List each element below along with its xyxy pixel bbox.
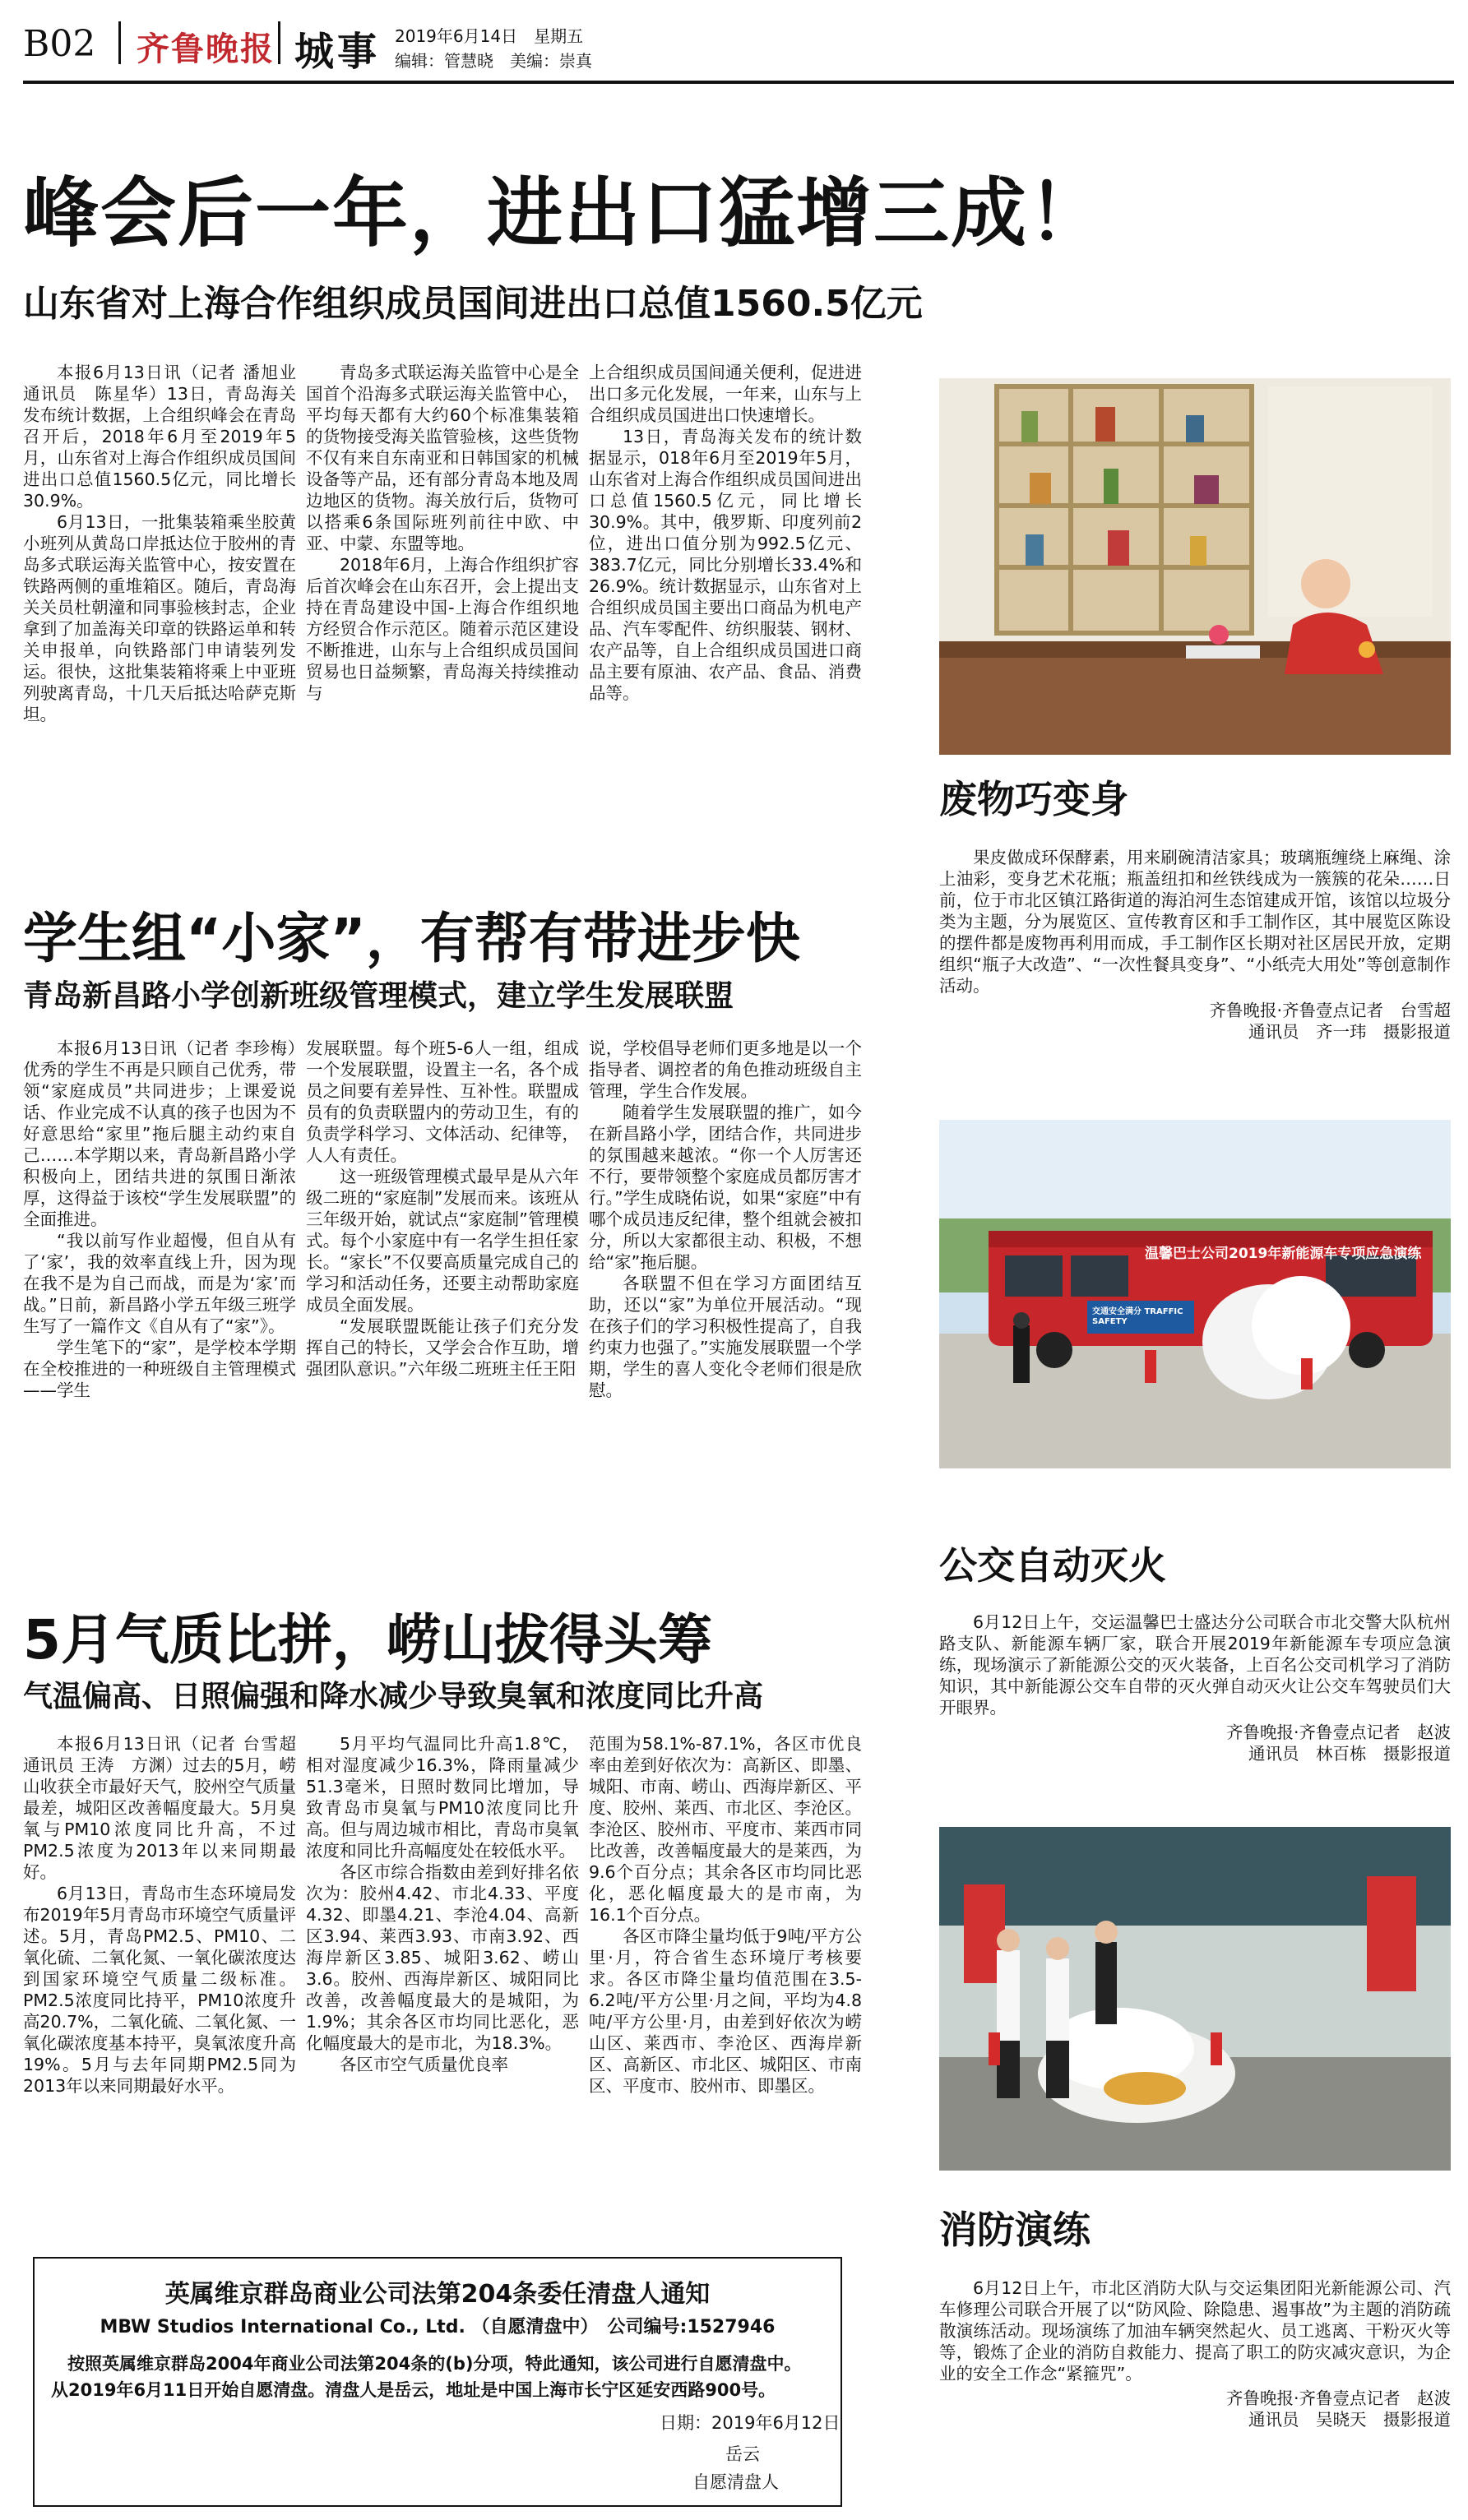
issue-date: 2019年6月14日 星期五 <box>395 26 584 46</box>
paragraph: 本报6月13日讯（记者 潘旭业 通讯员 陈星华）13日，青岛海关发布统计数据，上合组织峰会在青岛召开后，2018年6月至2019年5月，山东省对上海合作组织成员国间进出口总值1560.5亿元，同比增长30.9%。 <box>23 363 313 511</box>
story2-col3 <box>589 1038 862 1401</box>
story3-col2 <box>306 1733 579 2075</box>
newspaper-logo: 齐鲁晚报 <box>137 30 275 68</box>
paragraph: 范围为58.1%-87.1%，各区市优良率由差到好依次为：高新区、即墨、城阳、市南、崂山、西海岸新区、平度、胶州、莱西、市北区、李沧区。李沧区、胶州市、平度市、莱西市同比改善，改善幅度最大的是莱西，为9.6个百分点；其余各区市均同比恶化，恶化幅度最大的是市南，为16.1个百分点。 <box>589 1734 862 1925</box>
paragraph: 5月平均气温同比升高1.8℃，相对湿度减少16.3%，降雨量减少51.3毫米，日照时数同比增加，导致青岛市臭氧与PM10浓度同比升高。但与周边城市相比，青岛市臭氧浓度和同比升高幅度处在较低水平。 <box>306 1734 579 1861</box>
story2-col1 <box>23 1038 296 1401</box>
story1-subhead: 山东省对上海合作组织成员国间进出口总值1560.5亿元 <box>23 283 923 325</box>
photo2-title: 公交自动灭火 <box>939 1543 1166 1588</box>
photo2-caption <box>939 1611 1451 1764</box>
notice-body-line: 从2019年6月11日开始自愿清盘。清盘人是岳云，地址是中国上海市长宁区延安西路900号。 <box>51 2380 776 2400</box>
photo3-title: 消防演练 <box>939 2208 1091 2252</box>
bus-fire-drill-illustration <box>939 1120 1451 1468</box>
caption-credit: 齐鲁晚报·齐鲁壹点记者 赵波 <box>1225 2388 1451 2408</box>
paragraph: 本报6月13日讯（记者 台雪超 通讯员 王涛 方渊）过去的5月，崂山收获全市最好天气，胶州空气质量最差，城阳区改善幅度最大。5月臭氧与PM10浓度同比升高，不过PM2.5浓度为2013年以来同期最好。 <box>23 1734 313 1882</box>
bus-fire-drill-photo <box>939 1120 1451 1468</box>
header-divider <box>118 21 121 64</box>
paragraph: 各区市降尘量均低于9吨/平方公里·月，符合省生态环境厅考核要求。各区市降尘量均值范围在3.5-6.2吨/平方公里·月之间，平均为4.8吨/平方公里·月，由差到好依次为崂山区、莱西市、李沧区、西海岸新区、高新区、市北区、城阳区、市南区、平度市、胶州市、即墨区。 <box>589 1926 862 2096</box>
paragraph: 各区市综合指数由差到好排名依次为：胶州4.42、市北4.33、平度4.32、即墨4.21、李沧4.04、高新区3.94、莱西3.93、市南3.92、西海岸新区3.85、城阳3.62、崂山3.6。胶州、西海岸新区、城阳同比改善，改善幅度最大的是城阳，为1.9%；其余各区市均同比恶化，恶化幅度最大的是市北，为18.3%。 <box>306 1862 579 2053</box>
paragraph: 说，学校倡导老师们更多地是以一个指导者、调控者的角色推动班级自主管理，学生合作发展。 <box>589 1038 862 1101</box>
notice-date: 日期：2019年6月12日 <box>660 2413 841 2433</box>
caption-credit: 齐鲁晚报·齐鲁壹点记者 台雪超 <box>1209 1001 1451 1020</box>
paragraph: 青岛多式联运海关监管中心是全国首个沿海多式联运海关监管中心，平均每天都有大约60个标准集装箱的货物接受海关监管验核，这些货物不仅有来自东南亚和日韩国家的机械设备等产品，还有部分青岛本地及周边地区的货物。海关放行后，货物可以搭乘6条国际班列前往中欧、中亚、中蒙、东盟等地。 <box>306 363 579 553</box>
page-header <box>23 8 1454 74</box>
photo1-title: 废物巧变身 <box>939 777 1128 821</box>
notice-company: MBW Studios International Co., Ltd. （自愿清盘中） 公司编号:1527946 <box>100 2317 776 2337</box>
header-divider <box>278 21 280 64</box>
story3-col1 <box>23 1733 313 2097</box>
notice-title: 英属维京群岛商业公司法第204条委任清盘人通知 <box>164 2280 711 2309</box>
bus-side-text: 交通安全满分 TRAFFIC SAFETY <box>1092 1307 1183 1326</box>
caption-credit: 通讯员 吴晓天 摄影报道 <box>1248 2410 1451 2430</box>
paragraph: 6月13日，青岛市生态环境局发布2019年5月青岛市环境空气质量评述。5月，青岛PM2.5、PM10、二氧化硫、二氧化氮、一氧化碳浓度达到国家环境空气质量二级标准。PM2.5浓度同比持平，PM10浓度升高20.7%，二氧化硫、二氧化氮、一氧化碳浓度基本持平，臭氧浓度升高19%。5月与去年同期PM2.5同为2013年以来同期最好水平。 <box>23 1884 296 2096</box>
fire-drill-photo <box>939 1827 1451 2171</box>
header-rule <box>23 81 1454 84</box>
page-number: B02 <box>23 23 96 65</box>
caption-credit: 通讯员 林百栋 摄影报道 <box>1248 1744 1451 1764</box>
caption-text: 6月12日上午，市北区消防大队与交运集团阳光新能源公司、汽车修理公司联合开展了以“防风险、除隐患、遏事故”为主题的消防疏散演练活动。现场演练了加油车辆突然起火、员工逃离、干粉灭火等等，锻炼了企业的消防自救能力、提高了职工的防灾减灾意识，为企业的安全工作念“紧箍咒”。 <box>939 2278 1451 2384</box>
caption-text: 果皮做成环保酵素，用来刷碗清洁家具；玻璃瓶缠绕上麻绳、涂上油彩，变身艺术花瓶；瓶盖纽扣和丝铁线成为一簇簇的花朵……日前，位于市北区镇江路街道的海泊河生态馆建成开馆，该馆以垃圾分类为主题，分为展览区、宣传教育区和手工制作区，其中展览区陈设的摆件都是废物再利用而成，手工制作区长期对社区居民开放，定期组织“瓶子大改造”、“一次性餐具变身”、“小纸壳大用处”等创意制作活动。 <box>939 848 1451 996</box>
paragraph: 发展联盟。每个班5-6人一组，组成一个发展联盟，设置主一名，各个成员之间要有差异性、互补性。联盟成员有的负责联盟内的劳动卫生，有的负责学科学习、文体活动、纪律等，人人有责任。 <box>306 1038 579 1165</box>
story1-col3 <box>589 362 862 704</box>
notice-role: 自愿清盘人 <box>692 2472 779 2492</box>
fire-drill-illustration <box>939 1827 1451 2171</box>
story3-col3 <box>589 1733 862 2097</box>
story2-col2 <box>306 1038 579 1380</box>
story1-headline: 峰会后一年，进出口猛增三成！ <box>23 169 1106 257</box>
waste-art-photo <box>939 378 1451 755</box>
story1-col2 <box>306 362 579 704</box>
waste-art-photo-illustration <box>939 378 1451 755</box>
bus-banner-text: 温馨巴士公司2019年新能源车专项应急演练 <box>1145 1246 1422 1262</box>
notice-signatory: 岳云 <box>725 2444 760 2464</box>
caption-credit: 通讯员 齐一玮 摄影报道 <box>1248 1022 1451 1042</box>
photo1-caption <box>939 847 1451 1043</box>
story2-headline: 学生组“小家”，有帮有带进步快 <box>23 907 800 970</box>
caption-credit: 齐鲁晚报·齐鲁壹点记者 赵波 <box>1225 1722 1451 1742</box>
story3-headline: 5月气质比拼，崂山拔得头筹 <box>23 1608 712 1672</box>
paragraph: 各区市空气质量优良率 <box>340 2055 508 2074</box>
paragraph: 本报6月13日讯（记者 李珍梅）优秀的学生不再是只顾自己优秀，带领“家庭成员”共同进步；上课爱说话、作业完成不认真的孩子也因为不好意思给“家里”拖后腿主动约束自己……本学期以来，青岛新昌路小学积极向上，团结共进的氛围日渐浓厚，这得益于该校“学生发展联盟”的全面推进。 <box>23 1038 296 1229</box>
section-name: 城事 <box>294 29 381 75</box>
paragraph: 6月13日，一批集装箱乘坐胶黄小班列从黄岛口岸抵达位于胶州的青岛多式联运海关监管中心，按安置在铁路两侧的重堆箱区。随后，青岛海关关员杜朝潼和同事验核封志，企业拿到了加盖海关印章的铁路运单和转关申报单，向铁路部门申请装列发运。很快，这批集装箱将乘上中亚班列驶离青岛，十几天后抵达哈萨克斯坦。 <box>23 512 296 724</box>
paragraph: 随着学生发展联盟的推广，如今在新昌路小学，团结合作，共同进步的氛围越来越浓。“你一个人厉害还不行，要带领整个家庭成员都厉害才行。”学生成晓佑说，如果“家庭”中有哪个成员违反纪律，整个组就会被扣分，所以大家都很主动、积极，不想给“家”拖后腿。 <box>589 1103 862 1272</box>
paragraph: 上合组织成员国间通关便利，促进进出口多元化发展，一年来，山东与上合组织成员国进出口快速增长。 <box>589 363 862 425</box>
paragraph: 这一班级管理模式最早是从六年级二班的“家庭制”发展而来。该班从三年级开始，就试点“家庭制”管理模式。每个小家庭中有一名学生担任家长。“家长”不仅要高质量完成自己的学习和活动任务，还要主动帮助家庭成员全面发展。 <box>306 1167 579 1315</box>
caption-text: 6月12日上午，交运温馨巴士盛达分公司联合市北交警大队杭州路支队、新能源车辆厂家，联合开展2019年新能源车专项应急演练，现场演示了新能源公交的灭火装备，上百名公交司机学习了消防知识，其中新能源公交车自带的灭火弹自动灭火让公交车驾驶员们大开眼界。 <box>939 1612 1451 1718</box>
legal-notice-box <box>33 2257 842 2507</box>
story3-subhead: 气温偏高、日照偏强和降水减少导致臭氧和浓度同比升高 <box>23 1680 764 1713</box>
notice-body-line: 按照英属维京群岛2004年商业公司法第204条的(b)分项，特此通知，该公司进行自愿清盘中。 <box>67 2354 802 2374</box>
paragraph: 学生笔下的“家”，是学校本学期在全校推进的一种班级自主管理模式——学生 <box>23 1338 296 1400</box>
paragraph: 各联盟不但在学习方面团结互助，还以“家”为单位开展活动。“现在孩子们的学习积极性提高了，自我约束力也强了。”实施发展联盟一个学期，学生的喜人变化令老师们很是欣慰。 <box>589 1274 862 1400</box>
paragraph: 2018年6月，上海合作组织扩容后首次峰会在山东召开，会上提出支持在青岛建设中国-上海合作组织地方经贸合作示范区。随着示范区建设不断推进，山东与上合组织成员国间贸易也日益频繁，青岛海关持续推动与 <box>306 555 579 703</box>
paragraph: “我以前写作业超慢，但自从有了‘家’，我的效率直线上升，因为现在我不是为自己而战，而是为‘家’而战。”日前，新昌路小学五年级三班学生写了一篇作文《自从有了“家”》。 <box>23 1231 296 1336</box>
paragraph: 13日，青岛海关发布的统计数据显示，018年6月至2019年5月，山东省对上海合作组织成员国间进出口总值1560.5亿元，同比增长30.9%。其中，俄罗斯、印度列前2位，进出口值分别为992.5亿元、383.7亿元，同比分别增长33.4%和26.9%。统计数据显示，山东省对上合组织成员国主要出口商品为机电产品、汽车零配件、纺织服装、钢材、农产品等，自上合组织成员国进口商品主要有原油、农产品、食品、消费品等。 <box>589 427 862 703</box>
story2-subhead: 青岛新昌路小学创新班级管理模式，建立学生发展联盟 <box>23 979 734 1013</box>
paragraph: “发展联盟既能让孩子们充分发挥自己的特长，又学会合作互助，增强团队意识。”六年级二班班主任王阳 <box>306 1316 579 1379</box>
story1-col1 <box>23 362 313 725</box>
photo3-caption <box>939 2277 1451 2430</box>
editor-credits: 编辑：管慧晓 美编：崇真 <box>395 51 592 71</box>
